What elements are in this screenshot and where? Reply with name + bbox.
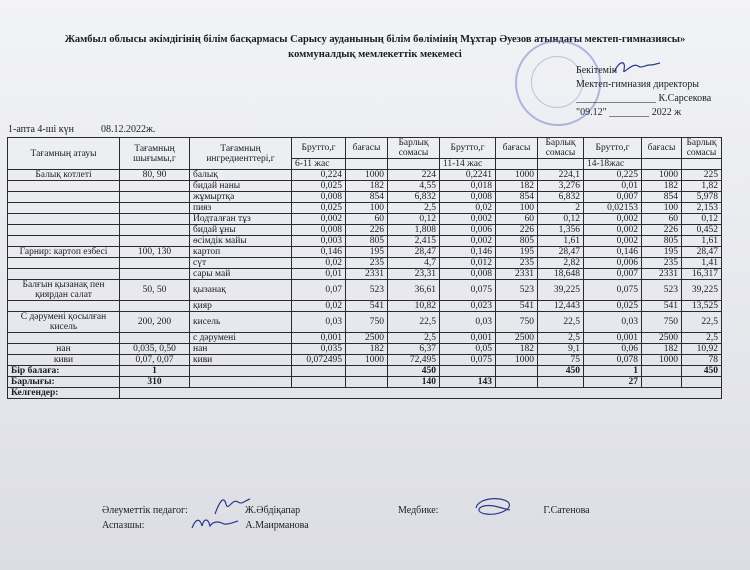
cell-s2: 1,356 [538,225,584,236]
cell-p3: 182 [642,344,682,355]
cell-ingr: с дәрумені [190,333,292,344]
per-child-row [8,366,722,377]
cell-b2: 0,008 [440,269,496,280]
cell-s3: 39,225 [682,280,722,301]
cell-p1: 1000 [346,170,388,181]
cell-s3: 5,978 [682,192,722,203]
cell-b3: 0,02153 [584,203,642,214]
medic-name: Г.Сатенова [543,505,590,516]
cell-s3: 1,82 [682,181,722,192]
age-group-2: 11-14 жас [440,159,496,170]
per-child-sum-2: 450 [538,366,584,377]
table-row [8,236,722,247]
cell-p1: 182 [346,181,388,192]
cell-s3: 2,153 [682,203,722,214]
cell-yield [120,269,190,280]
cell-b2: 0,012 [440,258,496,269]
cell-ingr: сүт [190,258,292,269]
cell-ingr: нан [190,344,292,355]
cell-p3: 805 [642,236,682,247]
col-brutto-2: Брутто,г [440,138,496,159]
cell-b1: 0,03 [292,312,346,333]
col-price-1: бағасы [346,138,388,159]
table-row [8,181,722,192]
cell-b1: 0,008 [292,225,346,236]
cell-p3: 235 [642,258,682,269]
cell-b1: 0,002 [292,214,346,225]
cell-s1: 2,415 [388,236,440,247]
approval-label: Бекітемін [576,65,618,76]
cell-s3: 13,525 [682,301,722,312]
col-brutto-3: Брутто,г [584,138,642,159]
total-brutto-3: 27 [584,377,642,388]
cell-ingr: кисель [190,312,292,333]
cell-p1: 235 [346,258,388,269]
approval-date: 09.12 [580,107,603,118]
cell-p3: 226 [642,225,682,236]
cell-dish [8,301,120,312]
cell-s2: 75 [538,355,584,366]
approval-position: Мектеп-гимназия директоры [576,79,699,90]
cell-ingr: бидай ұны [190,225,292,236]
cell-s2: 2,82 [538,258,584,269]
per-child-yield: 1 [120,366,190,377]
cell-s2: 9,1 [538,344,584,355]
cell-dish [8,181,120,192]
cell-p3: 1000 [642,355,682,366]
cell-b3: 0,146 [584,247,642,258]
cell-p3: 2500 [642,333,682,344]
cell-ingr: балық [190,170,292,181]
medic-signature [470,494,518,520]
cell-s1: 0,12 [388,214,440,225]
cell-dish [8,236,120,247]
cell-dish: нан [8,344,120,355]
cell-ingr: Иодталған тұз [190,214,292,225]
cell-b3: 0,078 [584,355,642,366]
cell-b1: 0,001 [292,333,346,344]
cell-p2: 1000 [496,355,538,366]
cell-b3: 0,007 [584,269,642,280]
cell-p2: 195 [496,247,538,258]
cell-b3: 0,006 [584,258,642,269]
cell-s3: 0,452 [682,225,722,236]
cell-s1: 6,37 [388,344,440,355]
per-child-sum-3: 450 [682,366,722,377]
cook-name: А.Маирманова [245,520,309,531]
cell-s3: 1,61 [682,236,722,247]
cell-yield [120,225,190,236]
total-sum-1: 140 [388,377,440,388]
header-row [8,138,722,159]
cell-s1: 22,5 [388,312,440,333]
visitors-row [8,388,722,399]
header-line-1: Жамбыл облысы әкімдігінің білім басқармасы Сарысу ауданының білім бөлімінің Мұхтар Әуезов атындағы мектеп-гимназиясы» [64,34,686,45]
cell-b3: 0,002 [584,214,642,225]
cell-s1: 23,31 [388,269,440,280]
cell-p1: 1000 [346,355,388,366]
cell-b2: 0,018 [440,181,496,192]
cell-b3: 0,002 [584,236,642,247]
cell-p1: 226 [346,225,388,236]
cell-b1: 0,146 [292,247,346,258]
cell-yield: 0,035, 0,50 [120,344,190,355]
cell-b3: 0,01 [584,181,642,192]
table-row [8,280,722,301]
age-group-3: 14-18жас [584,159,642,170]
cell-b3: 0,007 [584,192,642,203]
cell-s2: 6,832 [538,192,584,203]
cell-b1: 0,025 [292,181,346,192]
cell-yield [120,236,190,247]
cell-b2: 0,023 [440,301,496,312]
cell-yield [120,214,190,225]
cell-b1: 0,035 [292,344,346,355]
cell-s3: 28,47 [682,247,722,258]
cell-s1: 6,832 [388,192,440,203]
table-row [8,312,722,333]
cell-p2: 523 [496,280,538,301]
cell-b1: 0,025 [292,203,346,214]
cell-ingr: қияр [190,301,292,312]
header-line-2: коммуналдық мемлекеттік мекемесі [288,49,462,60]
cell-b1: 0,07 [292,280,346,301]
cell-s3: 1,41 [682,258,722,269]
cell-b3: 0,225 [584,170,642,181]
cell-s3: 2,5 [682,333,722,344]
cell-s3: 0,12 [682,214,722,225]
week-day [8,124,155,135]
cell-ingr: қызанақ [190,280,292,301]
cell-dish [8,214,120,225]
cell-s1: 224 [388,170,440,181]
table-row [8,269,722,280]
cell-b3: 0,001 [584,333,642,344]
cell-p3: 60 [642,214,682,225]
cell-b2: 0,008 [440,192,496,203]
cell-yield [120,181,190,192]
cell-b1: 0,003 [292,236,346,247]
cook-label: Аспазшы: [102,520,145,531]
per-child-sum-1: 450 [388,366,440,377]
cell-ingr: бидай наны [190,181,292,192]
cell-yield: 100, 130 [120,247,190,258]
cell-ingr: пияз [190,203,292,214]
pedagog-label: Әлеуметтік педагог: [102,505,188,516]
cell-b3: 0,075 [584,280,642,301]
table-row [8,247,722,258]
cell-p1: 854 [346,192,388,203]
cell-b3: 0,06 [584,344,642,355]
per-child-brutto-3: 1 [584,366,642,377]
table-row [8,301,722,312]
cell-b1: 0,01 [292,269,346,280]
cell-yield: 200, 200 [120,312,190,333]
table-row [8,225,722,236]
total-row [8,377,722,388]
cell-b2: 0,075 [440,355,496,366]
cell-s1: 72,495 [388,355,440,366]
cell-p3: 750 [642,312,682,333]
cell-p3: 523 [642,280,682,301]
col-brutto-1: Брутто,г [292,138,346,159]
col-yield: Тағамның шығымы,г [120,138,190,170]
cell-p2: 182 [496,344,538,355]
col-price-3: бағасы [642,138,682,159]
cell-p1: 2331 [346,269,388,280]
cell-s3: 78 [682,355,722,366]
cell-ingr: өсімдік майы [190,236,292,247]
cell-s1: 4,7 [388,258,440,269]
cell-p2: 182 [496,181,538,192]
cell-b2: 0,006 [440,225,496,236]
cell-p2: 100 [496,203,538,214]
cell-p3: 2331 [642,269,682,280]
cell-p2: 1000 [496,170,538,181]
cell-s2: 18,648 [538,269,584,280]
approval-block: Бекітемін Мектеп-гимназия директоры ________________ К.Сарсекова "09.12" ________ 2022 ж [576,65,712,118]
cell-b2: 0,02 [440,203,496,214]
cell-p3: 541 [642,301,682,312]
cell-s3: 22,5 [682,312,722,333]
cell-b1: 0,072495 [292,355,346,366]
col-sum-3: Барлық сомасы [682,138,722,159]
pedagog-name: Ж.Әбдіқапар [244,505,301,516]
table-row [8,258,722,269]
cell-yield [120,301,190,312]
medic-label: Медбике: [398,505,439,516]
cell-p1: 805 [346,236,388,247]
cell-b2: 0,002 [440,236,496,247]
cell-s1: 1,808 [388,225,440,236]
cell-p3: 195 [642,247,682,258]
cell-b3: 0,03 [584,312,642,333]
cell-dish: Гарнир: картоп езбесі [8,247,120,258]
cell-p3: 100 [642,203,682,214]
table-row [8,355,722,366]
cell-p2: 2331 [496,269,538,280]
cell-b2: 0,146 [440,247,496,258]
cell-s2: 0,12 [538,214,584,225]
cell-yield [120,258,190,269]
cell-ingr: картоп [190,247,292,258]
table-row [8,203,722,214]
cell-dish [8,269,120,280]
visitors-label: Келгендер: [8,388,120,399]
col-price-2: бағасы [496,138,538,159]
cell-s1: 28,47 [388,247,440,258]
cell-dish: С дәрумені қосылған кисель [8,312,120,333]
cell-yield: 50, 50 [120,280,190,301]
cell-b3: 0,002 [584,225,642,236]
week-label: 1-апта 4-ші күн [8,124,74,135]
table-row [8,192,722,203]
cell-p3: 854 [642,192,682,203]
cell-yield: 0,07, 0,07 [120,355,190,366]
cell-dish: Балғын қызанақ пен қиярдан салат [8,280,120,301]
cell-ingr: сары май [190,269,292,280]
approval-year: 2022 ж [651,107,682,118]
col-sum-1: Барлық сомасы [388,138,440,159]
cell-ingr: киви [190,355,292,366]
cell-s2: 224,1 [538,170,584,181]
cell-p2: 750 [496,312,538,333]
cell-p1: 195 [346,247,388,258]
director-signature [612,56,662,78]
cell-p2: 2500 [496,333,538,344]
cell-b3: 0,025 [584,301,642,312]
cell-dish: киви [8,355,120,366]
col-ingredients: Тағамның ингредиенттері,г [190,138,292,170]
cell-s2: 28,47 [538,247,584,258]
cell-dish [8,333,120,344]
per-child-label: Бір балаға: [8,366,120,377]
total-yield: 310 [120,377,190,388]
cell-p1: 750 [346,312,388,333]
menu-table [7,137,722,399]
week-date: 08.12.2022ж. [100,124,156,135]
age-group-1: 6-11 жас [292,159,346,170]
cell-s1: 2,5 [388,333,440,344]
cell-p2: 541 [496,301,538,312]
cell-b2: 0,001 [440,333,496,344]
total-label: Барлығы: [8,377,120,388]
cell-yield [120,203,190,214]
cell-p3: 182 [642,181,682,192]
cell-b2: 0,03 [440,312,496,333]
cell-p1: 100 [346,203,388,214]
table-row [8,170,722,181]
cell-b1: 0,02 [292,258,346,269]
cell-s2: 3,276 [538,181,584,192]
cell-p1: 182 [346,344,388,355]
cell-s1: 4,55 [388,181,440,192]
cell-dish [8,203,120,214]
cell-p1: 541 [346,301,388,312]
cell-b1: 0,008 [292,192,346,203]
cell-ingr: жұмыртқа [190,192,292,203]
col-sum-2: Барлық сомасы [538,138,584,159]
cell-b1: 0,02 [292,301,346,312]
cell-p2: 60 [496,214,538,225]
cell-p2: 854 [496,192,538,203]
cell-p2: 235 [496,258,538,269]
cook-signature [190,512,240,534]
cell-p1: 2500 [346,333,388,344]
table-row [8,214,722,225]
cell-yield [120,333,190,344]
cell-s3: 16,317 [682,269,722,280]
director-name: К.Сарсекова [658,93,712,104]
cell-s1: 2,5 [388,203,440,214]
cell-s2: 12,443 [538,301,584,312]
cell-b2: 0,002 [440,214,496,225]
table-row [8,344,722,355]
cell-s1: 10,82 [388,301,440,312]
cell-yield [120,192,190,203]
table-row [8,333,722,344]
cell-b1: 0,224 [292,170,346,181]
cell-b2: 0,05 [440,344,496,355]
cell-s3: 225 [682,170,722,181]
cell-dish: Балық котлеті [8,170,120,181]
total-sum-2: 143 [440,377,496,388]
cell-s2: 2 [538,203,584,214]
cell-s3: 10,92 [682,344,722,355]
cell-b2: 0,2241 [440,170,496,181]
cell-dish [8,192,120,203]
cell-p2: 805 [496,236,538,247]
cell-s2: 2,5 [538,333,584,344]
cell-yield: 80, 90 [120,170,190,181]
cell-p3: 1000 [642,170,682,181]
col-dish: Тағамның атауы [8,138,120,170]
cell-p2: 226 [496,225,538,236]
cell-b2: 0,075 [440,280,496,301]
cell-s2: 1,61 [538,236,584,247]
cell-dish [8,225,120,236]
cell-s2: 22,5 [538,312,584,333]
cell-p1: 523 [346,280,388,301]
cell-s1: 36,61 [388,280,440,301]
cell-p1: 60 [346,214,388,225]
cell-dish [8,258,120,269]
cell-s2: 39,225 [538,280,584,301]
